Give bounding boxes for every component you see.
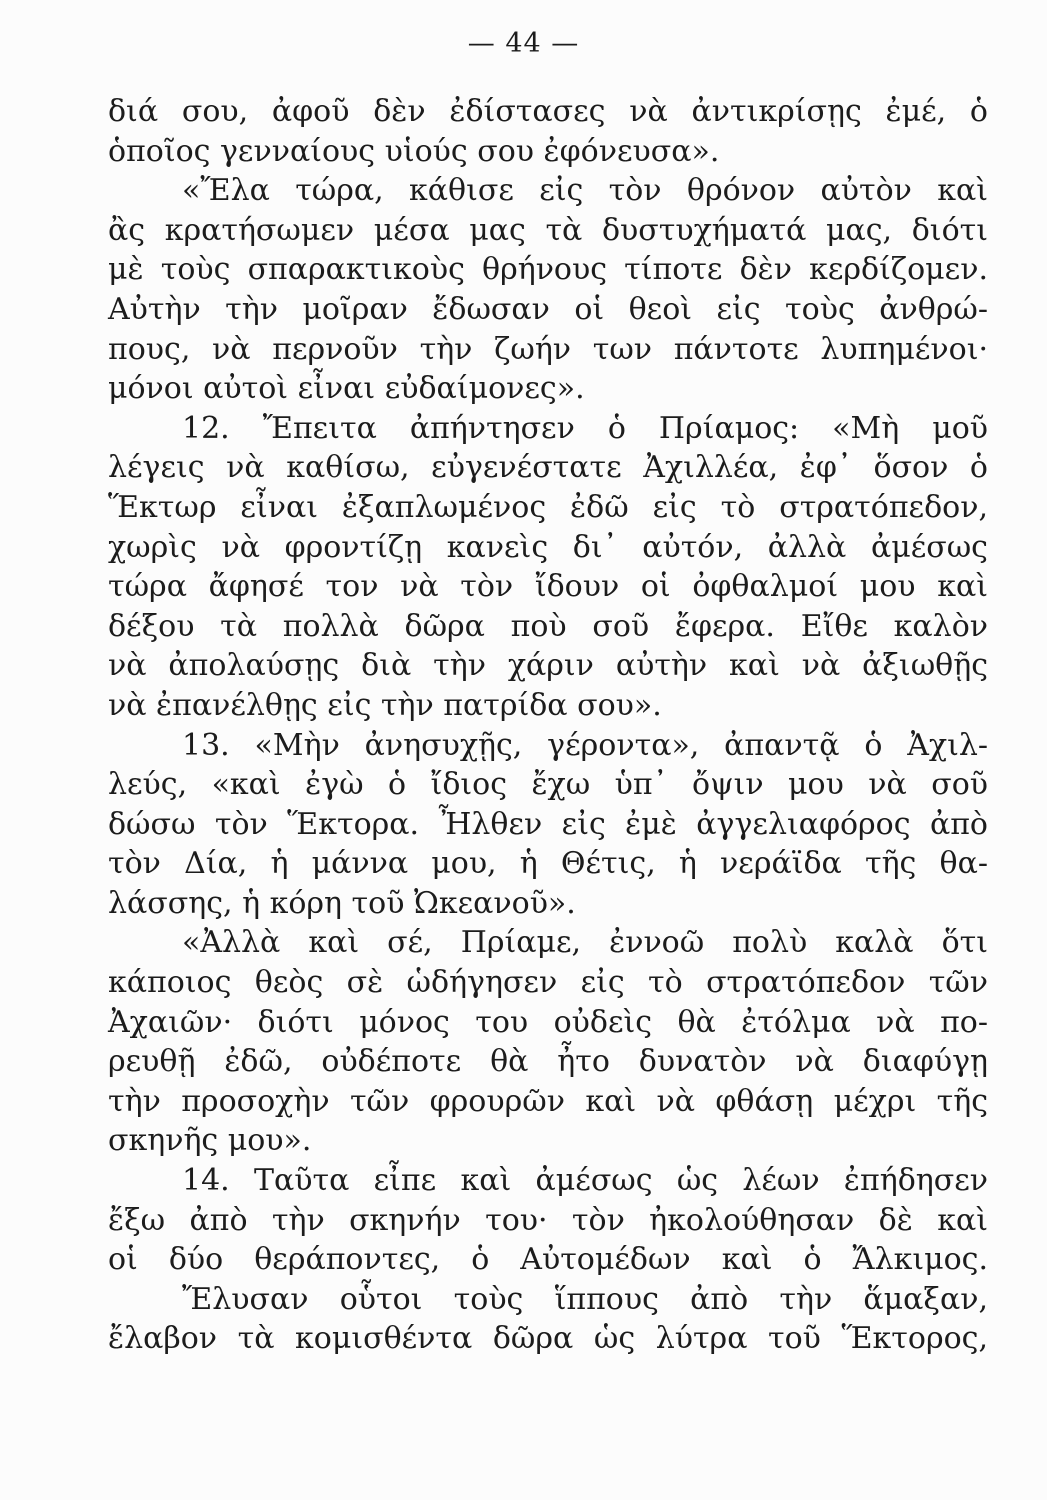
text-line: λεύς, «καὶ ἐγὼ ὁ ἴδιος ἔχω ὑπ᾽ ὄψιν μου νὰ σοῦ — [108, 767, 988, 803]
text-line: Ἀχαιῶν· διότι μόνος του οὐδεὶς θὰ ἐτόλμα νὰ πο- — [108, 1004, 988, 1040]
page-number: — 44 — — [467, 28, 580, 59]
text-body — [108, 92, 988, 1359]
text-line: ἂς κρατήσωμεν μέσα μας τὰ δυστυχήματά μας, διότι — [108, 212, 988, 248]
text-line: τώρα ἄφησέ τον νὰ τὸν ἴδουν οἱ ὀφθαλμοί μου καὶ — [108, 569, 988, 605]
text-line: ὁποῖος γενναίους υἱούς σου ἐφόνευσα». — [108, 133, 720, 169]
text-line: κάποιος θεὸς σὲ ὡδήγησεν εἰς τὸ στρατόπεδον τῶν — [108, 965, 988, 1001]
text-line: μὲ τοὺς σπαρακτικοὺς θρήνους τίποτε δὲν κερδίζομεν. — [108, 252, 988, 288]
text-line: τὴν προσοχὴν τῶν φρουρῶν καὶ νὰ φθάσῃ μέχρι τῆς — [108, 1083, 988, 1119]
text-line: 14. Ταῦτα εἶπε καὶ ἀμέσως ὡς λέων ἐπήδησεν — [182, 1163, 988, 1199]
text-line: 12. Ἔπειτα ἀπήντησεν ὁ Πρίαμος: «Μὴ μοῦ — [182, 410, 988, 446]
text-line: Ἔλυσαν οὗτοι τοὺς ἵππους ἀπὸ τὴν ἅμαξαν, — [182, 1281, 988, 1317]
text-line: ρευθῇ ἐδῶ, οὐδέποτε θὰ ἦτο δυνατὸν νὰ διαφύγῃ — [108, 1044, 988, 1080]
text-line: Αὐτὴν τὴν μοῖραν ἔδωσαν οἱ θεοὶ εἰς τοὺς ἀνθρώ- — [108, 291, 988, 327]
text-line: 13. «Μὴν ἀνησυχῇς, γέροντα», ἀπαντᾷ ὁ Ἀχιλ- — [182, 727, 988, 763]
text-line: χωρὶς νὰ φροντίζῃ κανεὶς δι᾽ αὐτόν, ἀλλὰ ἀμέσως — [108, 529, 988, 565]
text-line: «Ἀλλὰ καὶ σέ, Πρίαμε, ἐννοῶ πολὺ καλὰ ὅτι — [182, 925, 988, 961]
text-line: λέγεις νὰ καθίσω, εὐγενέστατε Ἀχιλλέα, ἐφ᾽ ὅσον ὁ — [108, 450, 988, 486]
text-line: οἱ δύο θεράποντες, ὁ Αὐτομέδων καὶ ὁ Ἄλκιμος. — [108, 1242, 988, 1278]
text-line: νὰ ἐπανέλθῃς εἰς τὴν πατρίδα σου». — [108, 687, 662, 723]
text-line: διά σου, ἀφοῦ δὲν ἐδίστασες νὰ ἀντικρίσῃς ἐμέ, ὁ — [108, 94, 988, 129]
text-line: σκηνῆς μου». — [108, 1123, 312, 1159]
text-line: Ἕκτωρ εἶναι ἐξαπλωμένος ἐδῶ εἰς τὸ στρατόπεδον, — [108, 489, 988, 525]
text-line: δέξου τὰ πολλὰ δῶρα ποὺ σοῦ ἔφερα. Εἴθε καλὸν — [108, 608, 988, 644]
text-line: πους, νὰ περνοῦν τὴν ζωήν των πάντοτε λυπημένοι· — [108, 331, 988, 367]
text-line: ἔλαβον τὰ κομισθέντα δῶρα ὡς λύτρα τοῦ Ἕκτορος, — [108, 1321, 988, 1357]
text-line: τὸν Δία, ἡ μάννα μου, ἡ Θέτις, ἡ νεράϊδα τῆς θα- — [108, 846, 988, 882]
text-line: λάσσης, ἡ κόρη τοῦ Ὠκεανοῦ». — [108, 885, 576, 921]
text-line: «Ἔλα τώρα, κάθισε εἰς τὸν θρόνον αὐτὸν καὶ — [182, 173, 988, 209]
text-line: ἔξω ἀπὸ τὴν σκηνήν του· τὸν ἠκολούθησαν δὲ καὶ — [108, 1202, 988, 1238]
text-line: νὰ ἀπολαύσῃς διὰ τὴν χάριν αὐτὴν καὶ νὰ ἀξιωθῇς — [108, 648, 988, 684]
text-line: δώσω τὸν Ἕκτορα. Ἦλθεν εἰς ἐμὲ ἀγγελιαφόρος ἀπὸ — [108, 806, 988, 842]
text-line: μόνοι αὐτοὶ εἶναι εὐδαίμονες». — [108, 371, 585, 407]
